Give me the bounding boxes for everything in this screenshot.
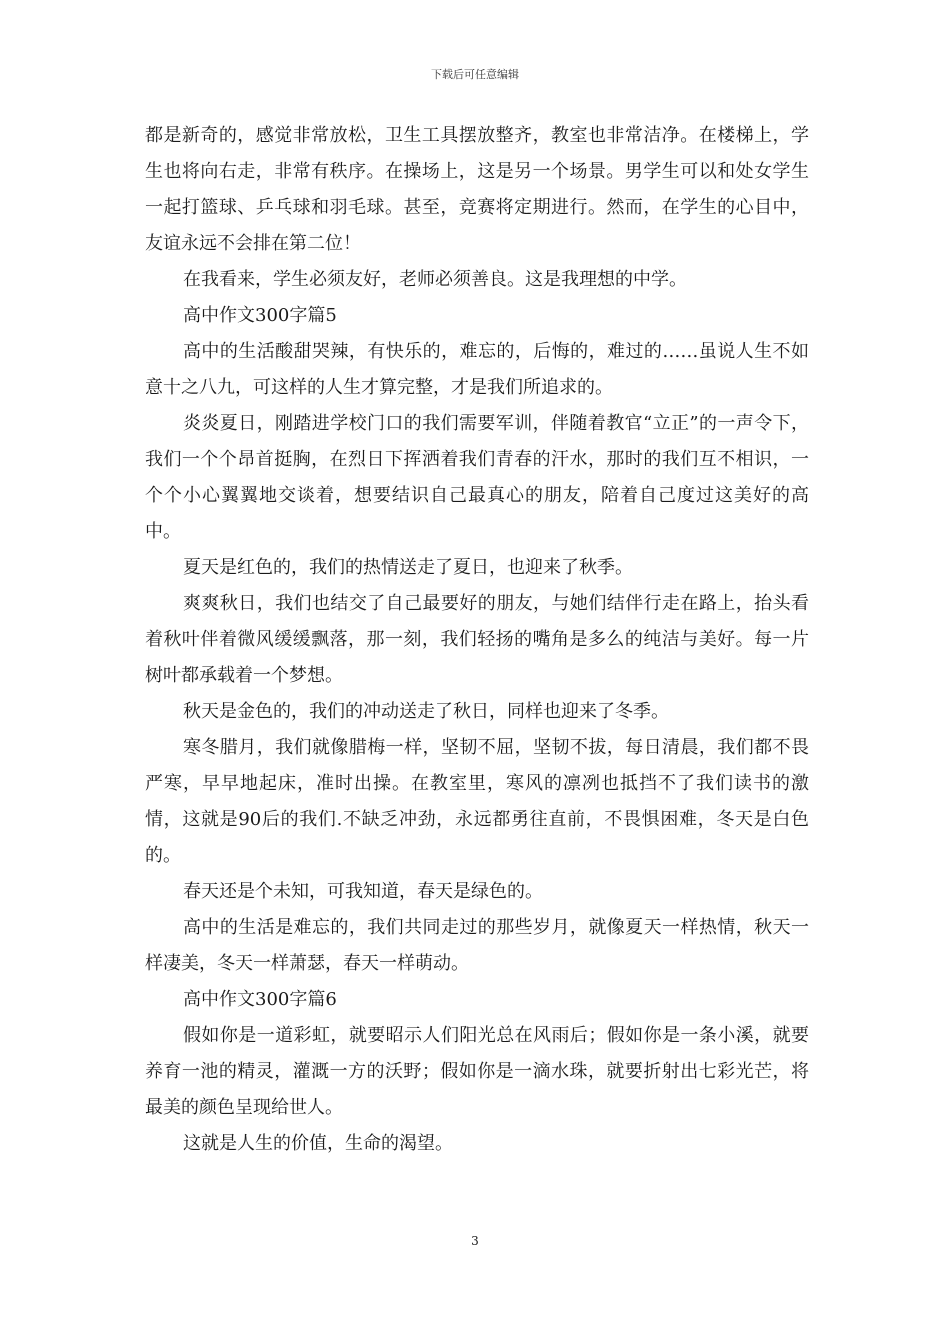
paragraph: 秋天是金色的，我们的冲动送走了秋日，同样也迎来了冬季。 [183, 701, 669, 722]
paragraph: 假如你是一道彩虹，就要昭示人们阳光总在风雨后；假如你是一条小溪，就要养育一池的精灵，灌溉一方的沃野；假如你是一滴水珠，就要折射出七彩光芒，将最美的颜色呈现给世人。 [145, 1025, 809, 1118]
paragraph: 夏天是红色的，我们的热情送走了夏日，也迎来了秋季。 [183, 557, 633, 578]
paragraph: 高中的生活是难忘的，我们共同走过的那些岁月，就像夏天一样热情，秋天一样凄美，冬天一样萧瑟，春天一样萌动。 [145, 917, 809, 974]
paragraph: 寒冬腊月，我们就像腊梅一样，坚韧不屈，坚韧不拔，每日清晨，我们都不畏严寒，早早地起床，准时出操。在教室里，寒风的凛冽也抵挡不了我们读书的激情，这就是90后的我们.不缺乏冲劲，永远都勇往直前，不畏惧困难，冬天是白色的。 [145, 737, 809, 866]
page-number: 3 [471, 1234, 479, 1248]
page-header: 下载后可任意编辑 [431, 68, 519, 81]
paragraph: 在我看来，学生必须友好，老师必须善良。这是我理想的中学。 [183, 269, 687, 290]
paragraph: 都是新奇的，感觉非常放松，卫生工具摆放整齐，教室也非常洁净。在楼梯上，学生也将向右走，非常有秩序。在操场上，这是另一个场景。男学生可以和处女学生一起打篮球、乒乓球和羽毛球。甚至，竞赛将定期进行。然而，在学生的心目中，友谊永远不会排在第二位！ [145, 125, 809, 254]
paragraph: 爽爽秋日，我们也结交了自己最要好的朋友，与她们结伴行走在路上，抬头看着秋叶伴着微风缓缓飘落，那一刻，我们轻扬的嘴角是多么的纯洁与美好。每一片树叶都承载着一个梦想。 [145, 593, 809, 686]
paragraph: 这就是人生的价值，生命的渴望。 [183, 1133, 453, 1154]
paragraph: 春天还是个未知，可我知道，春天是绿色的。 [183, 881, 543, 902]
paragraph: 高中的生活酸甜哭辣，有快乐的，难忘的，后悔的，难过的……虽说人生不如意十之八九，可这样的人生才算完整，才是我们所追求的。 [145, 341, 809, 398]
document-body [145, 118, 809, 1162]
paragraph: 炎炎夏日，刚踏进学校门口的我们需要军训，伴随着教官“立正”的一声令下，我们一个个昂首挺胸，在烈日下挥洒着我们青春的汗水，那时的我们互不相识，一个个小心翼翼地交谈着，想要结识自己最真心的朋友，陪着自己度过这美好的高中。 [145, 413, 809, 542]
section-heading: 高中作文300字篇5 [183, 305, 337, 326]
section-heading: 高中作文300字篇6 [183, 989, 337, 1010]
